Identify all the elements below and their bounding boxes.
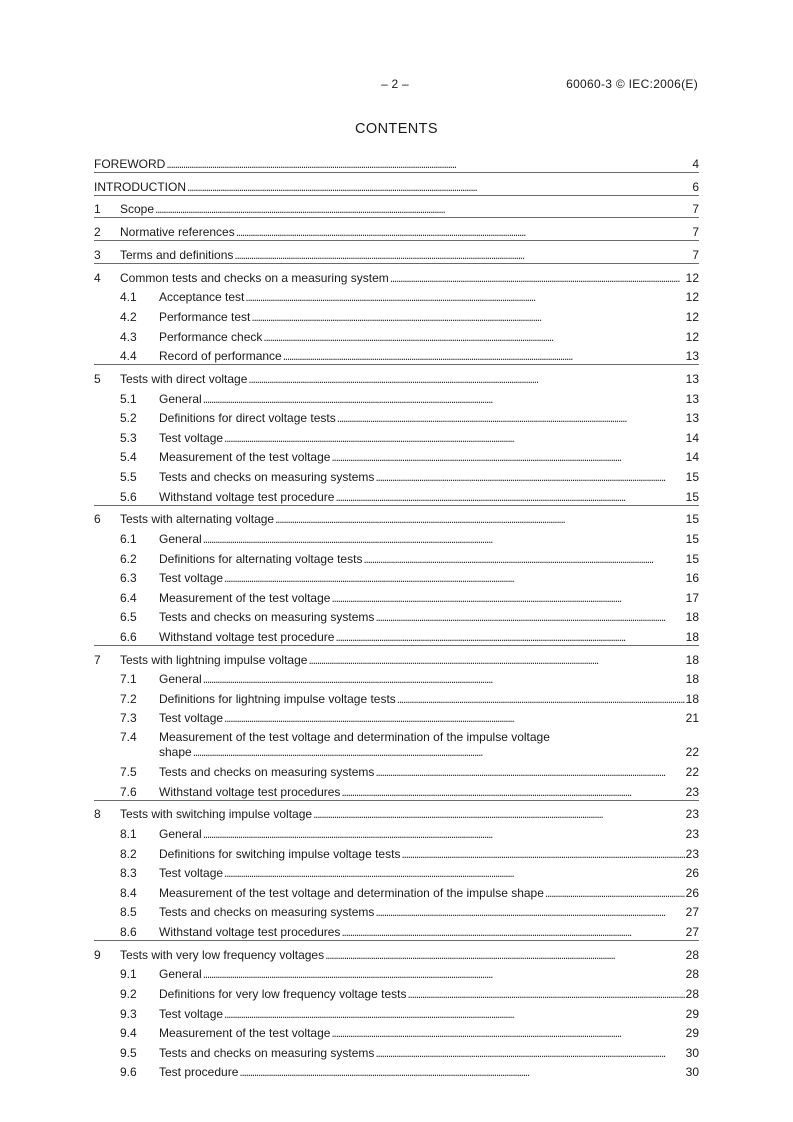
toc-entry-page: 18 xyxy=(685,629,699,644)
dot-leader xyxy=(203,967,685,982)
toc-entry-title: Record of performance xyxy=(159,349,282,364)
toc-entry-page: 18 xyxy=(685,691,699,706)
toc-entry-number: 4.2 xyxy=(120,309,137,324)
toc-entry[interactable] xyxy=(94,465,699,485)
toc-entry-number: 3 xyxy=(94,247,101,262)
toc-entry-page: 12 xyxy=(685,290,699,305)
toc-entry[interactable] xyxy=(94,1022,699,1042)
toc-entry-page: 4 xyxy=(692,156,699,171)
toc-entry-title: Definitions for direct voltage tests xyxy=(159,411,336,426)
toc-entry-title: Definitions for lightning impulse voltage tests xyxy=(159,691,396,706)
toc-entry[interactable] xyxy=(94,305,699,325)
toc-entry-number: 6 xyxy=(94,512,101,527)
dot-leader xyxy=(375,1046,684,1061)
dot-leader xyxy=(236,225,692,240)
toc-entry[interactable] xyxy=(94,881,699,901)
dot-leader xyxy=(341,785,684,800)
toc-entry-title: Tests and checks on measuring systems xyxy=(159,765,375,780)
toc-entry-number: 9.5 xyxy=(120,1045,137,1060)
toc-entry[interactable] xyxy=(94,842,699,862)
toc-entry-number: 6.6 xyxy=(120,629,137,644)
dot-leader xyxy=(313,807,685,822)
toc-entry-number: 6.2 xyxy=(120,551,137,566)
toc-entry-number: 5.4 xyxy=(120,450,137,465)
toc-entry-number: 6.4 xyxy=(120,590,137,605)
dot-leader xyxy=(187,180,691,195)
dot-leader xyxy=(331,591,684,606)
toc-entry-number: 5.2 xyxy=(120,411,137,426)
toc-entry[interactable] xyxy=(94,822,699,842)
toc-entry-page: 17 xyxy=(685,590,699,605)
toc-entry[interactable] xyxy=(94,547,699,567)
toc-entry-number: 8.5 xyxy=(120,905,137,920)
dot-leader xyxy=(155,202,691,217)
dot-leader xyxy=(401,847,684,862)
toc-entry-title: Tests and checks on measuring systems xyxy=(159,610,375,625)
toc-entry-page: 14 xyxy=(685,430,699,445)
dot-leader xyxy=(224,866,685,881)
toc-entry[interactable] xyxy=(94,426,699,446)
toc-entry[interactable] xyxy=(94,263,699,286)
toc-entry-title: Withstand voltage test procedures xyxy=(159,925,341,939)
toc-entry[interactable] xyxy=(94,800,699,823)
page-number: – 2 – xyxy=(381,77,409,91)
dot-leader xyxy=(335,630,684,645)
toc-entry[interactable] xyxy=(94,527,699,547)
toc-entry-page: 23 xyxy=(685,784,699,799)
dot-leader xyxy=(245,290,684,305)
dot-leader xyxy=(375,470,684,485)
toc-entry[interactable] xyxy=(94,586,699,606)
toc-entry-title: Tests with lightning impulse voltage xyxy=(120,652,308,667)
dot-leader xyxy=(239,1065,684,1080)
toc-entry-page: 7 xyxy=(692,202,699,217)
toc-entry-number: 4.3 xyxy=(120,329,137,344)
toc-entry-page: 23 xyxy=(685,846,699,861)
toc-entry-number: 1 xyxy=(94,202,101,217)
dot-leader xyxy=(203,532,685,547)
dot-leader xyxy=(203,672,685,687)
toc-entry[interactable] xyxy=(94,407,699,427)
toc-entry-number: 9.4 xyxy=(120,1026,137,1041)
toc-entry-number: 7.2 xyxy=(120,691,137,706)
dot-leader xyxy=(193,745,685,760)
toc-entry-title: Tests and checks on measuring systems xyxy=(159,1045,375,1060)
dot-leader xyxy=(337,411,685,426)
toc-entry-title: General xyxy=(159,672,202,687)
toc-entry-title: Withstand voltage test procedure xyxy=(159,489,335,504)
toc-entry-title: Definitions for very low frequency voltage tests xyxy=(159,986,407,1001)
toc-entry-title: Measurement of the test voltage and determination of the impulse voltage xyxy=(159,730,550,745)
toc-entry[interactable] xyxy=(94,217,699,240)
toc-entry-title: Performance check xyxy=(159,329,263,344)
toc-entry-number: 6.3 xyxy=(120,571,137,586)
toc-entry-title: Measurement of the test voltage xyxy=(159,590,331,605)
toc-entry-title: Scope xyxy=(120,202,155,217)
toc-entry[interactable] xyxy=(94,606,699,626)
toc-entry-page: 23 xyxy=(685,807,699,822)
dot-leader xyxy=(331,1026,684,1041)
toc-entry[interactable] xyxy=(94,1002,699,1022)
toc-entry-title: Test voltage xyxy=(159,571,224,586)
toc-entry-page: 26 xyxy=(685,885,699,900)
toc-entry-page: 27 xyxy=(685,905,699,920)
toc-entry-number: 8.2 xyxy=(120,846,137,861)
toc-entry-title: Test voltage xyxy=(159,1006,224,1021)
toc-entry-number: 5.1 xyxy=(120,391,137,406)
toc-entry[interactable] xyxy=(94,1041,699,1061)
toc-entry-title: Tests and checks on measuring systems xyxy=(159,469,375,484)
toc-entry-page: 15 xyxy=(685,551,699,566)
toc-entry-title: General xyxy=(159,531,202,546)
dot-leader xyxy=(248,372,684,387)
toc-entry-page: 12 xyxy=(685,309,699,324)
toc-entry[interactable] xyxy=(94,862,699,882)
dot-leader xyxy=(308,653,684,668)
toc-entry-number: 5.5 xyxy=(120,469,137,484)
toc-entry-number: 9 xyxy=(94,947,101,962)
toc-entry-page: 7 xyxy=(692,247,699,262)
toc-entry[interactable] xyxy=(94,645,699,668)
toc-entry-number: 4 xyxy=(94,270,101,285)
page-title: CONTENTS xyxy=(355,121,438,137)
toc-entry-page: 29 xyxy=(685,1006,699,1021)
document-reference: 60060-3 © IEC:2006(E) xyxy=(566,77,698,91)
toc-entry-page: 13 xyxy=(685,411,699,426)
dot-leader xyxy=(375,610,684,625)
toc-entry-page: 27 xyxy=(685,925,699,939)
dot-leader xyxy=(224,431,685,446)
toc-entry[interactable] xyxy=(94,567,699,587)
dot-leader xyxy=(203,827,685,842)
toc-entry-title: Common tests and checks on a measuring system xyxy=(120,270,389,285)
toc-entry-number: 5 xyxy=(94,371,101,386)
toc-entry-title: Acceptance test xyxy=(159,290,245,305)
toc-entry-title: Test voltage xyxy=(159,430,224,445)
dot-leader xyxy=(234,248,691,263)
toc-entry-page: 23 xyxy=(685,827,699,842)
toc-entry-page: 28 xyxy=(685,967,699,982)
toc-entry-title: Withstand voltage test procedure xyxy=(159,629,335,644)
toc-entry-page: 12 xyxy=(685,270,699,285)
toc-entry-page: 18 xyxy=(685,652,699,667)
dot-leader xyxy=(283,349,685,364)
toc-entry[interactable] xyxy=(94,150,699,172)
toc-entry-title: Normative references xyxy=(120,225,235,240)
dot-leader xyxy=(545,886,685,901)
dot-leader xyxy=(224,571,685,586)
dot-leader xyxy=(335,490,684,505)
toc-entry-page: 13 xyxy=(685,371,699,386)
toc-entry-number: 5.3 xyxy=(120,430,137,445)
toc-entry-number: 7.4 xyxy=(120,730,137,745)
toc-entry-title: Measurement of the test voltage and determination of the impulse shape xyxy=(159,885,544,900)
toc-entry-title: General xyxy=(159,391,202,406)
toc-entry-title: Measurement of the test voltage xyxy=(159,450,331,465)
toc-entry-number: 9.2 xyxy=(120,986,137,1001)
toc-entry-page: 13 xyxy=(685,391,699,406)
dot-leader xyxy=(263,330,684,345)
toc-entry[interactable] xyxy=(94,780,699,800)
dot-leader xyxy=(375,905,684,920)
toc-entry-number: 6.5 xyxy=(120,610,137,625)
toc-entry[interactable] xyxy=(94,325,699,345)
toc-entry-page: 29 xyxy=(685,1026,699,1041)
toc-entry[interactable] xyxy=(94,707,699,727)
toc-entry-title: Test voltage xyxy=(159,711,224,726)
toc-entry-page: 7 xyxy=(692,225,699,240)
toc-entry-title: INTRODUCTION xyxy=(94,179,186,194)
toc-entry-page: 30 xyxy=(685,1065,699,1080)
toc-entry[interactable] xyxy=(94,668,699,688)
toc-entry-number: 4.1 xyxy=(120,290,137,305)
dot-leader xyxy=(390,271,685,286)
toc-entry[interactable] xyxy=(94,505,699,528)
dot-leader xyxy=(363,552,684,567)
toc-entry-title: Terms and definitions xyxy=(120,247,234,262)
toc-entry-page: 15 xyxy=(685,531,699,546)
toc-entry-page: 26 xyxy=(685,866,699,881)
toc-entry-page: 6 xyxy=(692,179,699,194)
toc-entry[interactable] xyxy=(94,625,699,645)
toc-entry-page: 14 xyxy=(685,450,699,465)
toc-entry-page: 30 xyxy=(685,1045,699,1060)
toc-entry-page: 18 xyxy=(685,672,699,687)
toc-entry[interactable] xyxy=(94,687,699,707)
toc-entry[interactable] xyxy=(94,172,699,195)
toc-entry[interactable] xyxy=(94,240,699,263)
toc-entry-title: General xyxy=(159,827,202,842)
toc-entry[interactable] xyxy=(94,940,699,963)
toc-entry-title: Measurement of the test voltage xyxy=(159,1026,331,1041)
toc-entry-title: Tests with alternating voltage xyxy=(120,512,275,527)
toc-entry-title: Performance test xyxy=(159,309,251,324)
toc-entry-number: 7.1 xyxy=(120,672,137,687)
table-of-contents xyxy=(94,150,699,1080)
toc-entry-page: 28 xyxy=(685,947,699,962)
toc-entry-title: General xyxy=(159,967,202,982)
toc-entry-number: 8.4 xyxy=(120,885,137,900)
toc-entry-title: Definitions for switching impulse voltage tests xyxy=(159,846,401,861)
dot-leader xyxy=(341,925,684,940)
toc-entry-number: 7.5 xyxy=(120,765,137,780)
toc-entry-page: 21 xyxy=(685,711,699,726)
toc-entry-number: 7.6 xyxy=(120,784,137,799)
dot-leader xyxy=(275,512,685,527)
toc-entry-title: Definitions for alternating voltage tests xyxy=(159,551,363,566)
toc-entry-number: 2 xyxy=(94,225,101,240)
dot-leader xyxy=(375,765,684,780)
toc-entry-number: 9.3 xyxy=(120,1006,137,1021)
toc-entry-page: 22 xyxy=(685,765,699,780)
toc-entry[interactable] xyxy=(94,195,699,218)
dot-leader xyxy=(397,692,685,707)
toc-entry-page: 12 xyxy=(685,329,699,344)
toc-entry[interactable] xyxy=(94,1061,699,1081)
toc-entry-title: Tests and checks on measuring systems xyxy=(159,905,375,920)
toc-entry[interactable] xyxy=(94,920,699,940)
dot-leader xyxy=(325,948,685,963)
toc-entry-number: 7 xyxy=(94,652,101,667)
toc-entry-page: 13 xyxy=(685,349,699,364)
dot-leader xyxy=(251,310,684,325)
toc-entry-number: 8.6 xyxy=(120,925,137,939)
toc-entry-page: 15 xyxy=(685,469,699,484)
toc-entry-number: 9.1 xyxy=(120,967,137,982)
toc-entry[interactable] xyxy=(94,901,699,921)
dot-leader xyxy=(203,392,685,407)
toc-entry[interactable] xyxy=(94,446,699,466)
toc-entry-number: 5.6 xyxy=(120,489,137,504)
toc-entry-title: Withstand voltage test procedures xyxy=(159,784,341,799)
toc-entry-title: Test voltage xyxy=(159,866,224,881)
toc-entry-number: 8.1 xyxy=(120,827,137,842)
toc-entry-number: 8 xyxy=(94,807,101,822)
dot-leader xyxy=(224,711,685,726)
toc-entry[interactable] xyxy=(94,345,699,365)
toc-entry-title-continued: shape xyxy=(159,745,192,760)
toc-entry[interactable] xyxy=(94,982,699,1002)
dot-leader xyxy=(331,450,684,465)
toc-entry[interactable] xyxy=(94,387,699,407)
toc-entry-page: 15 xyxy=(685,512,699,527)
toc-entry-title: Tests with direct voltage xyxy=(120,371,248,386)
toc-entry-number: 4.4 xyxy=(120,349,137,364)
toc-entry-page: 15 xyxy=(685,489,699,504)
toc-entry-number: 9.6 xyxy=(120,1065,137,1080)
dot-leader xyxy=(224,1007,685,1022)
toc-entry-number: 8.3 xyxy=(120,866,137,881)
toc-entry-title: Tests with very low frequency voltages xyxy=(120,947,325,962)
dot-leader xyxy=(166,157,691,172)
toc-entry[interactable] xyxy=(94,760,699,780)
toc-entry[interactable] xyxy=(94,286,699,306)
toc-entry[interactable] xyxy=(94,485,699,505)
toc-entry-page: 28 xyxy=(685,986,699,1001)
toc-entry[interactable] xyxy=(94,963,699,983)
dot-leader xyxy=(407,987,684,1002)
toc-entry-title: Tests with switching impulse voltage xyxy=(120,807,313,822)
toc-entry-number: 6.1 xyxy=(120,531,137,546)
toc-entry-page: 18 xyxy=(685,610,699,625)
toc-entry-number: 7.3 xyxy=(120,711,137,726)
toc-entry[interactable] xyxy=(94,364,699,387)
toc-entry-title: Test procedure xyxy=(159,1065,239,1080)
toc-entry-page: 16 xyxy=(685,571,699,586)
toc-entry-page: 22 xyxy=(685,745,699,760)
toc-entry[interactable] xyxy=(94,726,699,760)
toc-entry-title: FOREWORD xyxy=(94,156,166,171)
